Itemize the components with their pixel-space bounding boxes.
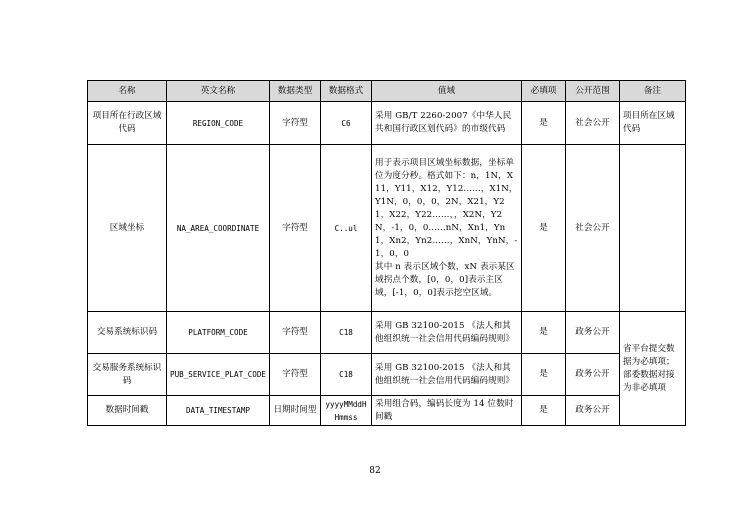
header-english-name: 英文名称 bbox=[167, 81, 270, 102]
cell-data-format: yyyyMMddHHmmss bbox=[321, 396, 372, 426]
table-row bbox=[88, 396, 686, 426]
cell-english-name: DATA_TIMESTAMP bbox=[167, 396, 270, 426]
cell-public-scope: 政务公开 bbox=[566, 396, 620, 426]
page-number: 82 bbox=[369, 466, 381, 476]
cell-note: 省平台提交数据为必填项；部委数据对接为非必填项 bbox=[620, 312, 686, 426]
cell-name: 交易系统标识码 bbox=[88, 312, 167, 354]
table-row bbox=[88, 312, 686, 354]
cell-required: 是 bbox=[522, 145, 566, 312]
cell-public-scope: 社会公开 bbox=[566, 145, 620, 312]
cell-data-format: C6 bbox=[321, 102, 372, 145]
cell-required: 是 bbox=[522, 396, 566, 426]
cell-data-type: 日期时间型 bbox=[270, 396, 321, 426]
table-header-row bbox=[88, 81, 686, 102]
domain-paragraph: 其中 n 表示区域个数，xN 表示某区域拐点个数，[0，0，0]表示主区域，[-1，0，0]表示挖空区域。 bbox=[375, 261, 515, 298]
cell-data-type: 字符型 bbox=[270, 354, 321, 396]
cell-value-domain: 采用组合码，编码长度为 14 位数时间戳 bbox=[372, 396, 522, 426]
table-row bbox=[88, 145, 686, 312]
header-data-format: 数据格式 bbox=[321, 81, 372, 102]
cell-english-name: PUB_SERVICE_PLAT_CODE bbox=[167, 354, 270, 396]
cell-data-format: C18 bbox=[321, 354, 372, 396]
header-required: 必填项 bbox=[522, 81, 566, 102]
cell-value-domain: 采用 GB 32100-2015 《法人和其他组织统一社会信用代码编码规则》 bbox=[372, 312, 522, 354]
cell-required: 是 bbox=[522, 312, 566, 354]
cell-english-name: REGION_CODE bbox=[167, 102, 270, 145]
cell-english-name: NA_AREA_COORDINATE bbox=[167, 145, 270, 312]
domain-paragraph: 用于表示项目区域坐标数据，坐标单位为度分秒。格式如下：n，1N，X11，Y11，X12，Y12……，X1N，Y1N，0，0，0，2N，X21，Y21，X22，Y22……，，X2N，Y2N，-1，0，0……nN，Xn1，Yn1，Xn2，Yn2……，XnN，YnN，-1，0，0 bbox=[375, 157, 518, 259]
cell-name: 交易服务系统标识码 bbox=[88, 354, 167, 396]
cell-english-name: PLATFORM_CODE bbox=[167, 312, 270, 354]
cell-public-scope: 政务公开 bbox=[566, 312, 620, 354]
cell-name: 项目所在行政区域代码 bbox=[88, 102, 167, 145]
header-public-scope: 公开范围 bbox=[566, 81, 620, 102]
table-row bbox=[88, 102, 686, 145]
cell-value-domain: 采用 GB/T 2260-2007《中华人民共和国行政区划代码》的市级代码 bbox=[372, 102, 522, 145]
header-value-domain: 值域 bbox=[372, 81, 522, 102]
cell-value-domain bbox=[372, 145, 522, 312]
cell-required: 是 bbox=[522, 354, 566, 396]
cell-data-type: 字符型 bbox=[270, 312, 321, 354]
cell-data-type: 字符型 bbox=[270, 145, 321, 312]
cell-public-scope: 政务公开 bbox=[566, 354, 620, 396]
cell-data-type: 字符型 bbox=[270, 102, 321, 145]
cell-note: 项目所在区域代码 bbox=[620, 102, 686, 145]
cell-data-format: C18 bbox=[321, 312, 372, 354]
cell-value-domain: 采用 GB 32100-2015 《法人和其他组织统一社会信用代码编码规则》 bbox=[372, 354, 522, 396]
data-element-table bbox=[87, 80, 686, 426]
cell-required: 是 bbox=[522, 102, 566, 145]
header-note: 备注 bbox=[620, 81, 686, 102]
header-name: 名称 bbox=[88, 81, 167, 102]
cell-data-format: C..ul bbox=[321, 145, 372, 312]
cell-note bbox=[620, 145, 686, 312]
cell-public-scope: 社会公开 bbox=[566, 102, 620, 145]
table-row bbox=[88, 354, 686, 396]
cell-name: 数据时间戳 bbox=[88, 396, 167, 426]
cell-name: 区域坐标 bbox=[88, 145, 167, 312]
header-data-type: 数据类型 bbox=[270, 81, 321, 102]
